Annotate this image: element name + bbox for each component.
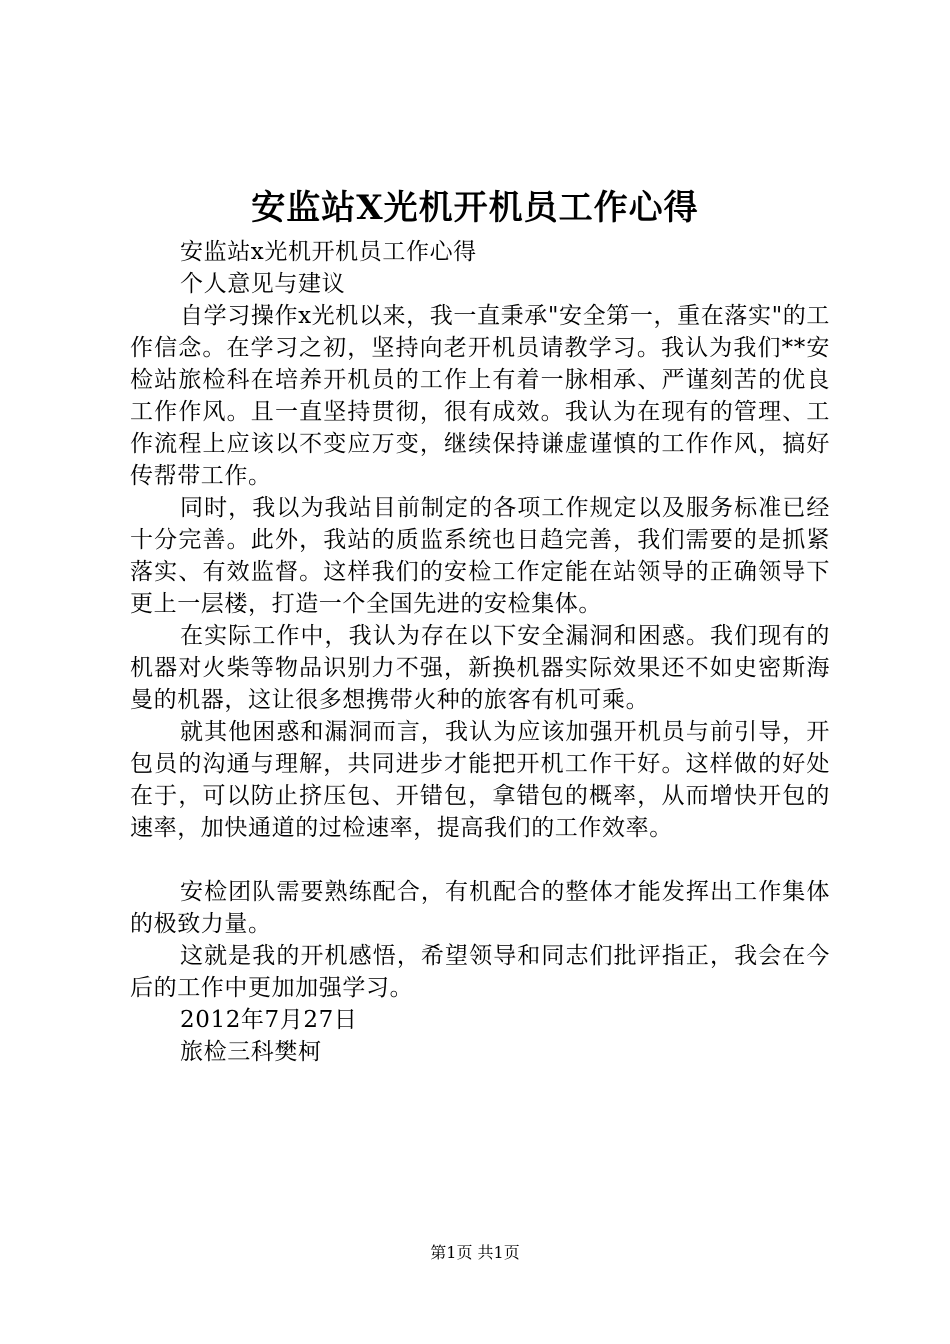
paragraph-issues: 在实际工作中，我认为存在以下安全漏洞和困惑。我们现有的机器对火柴等物品识别力不强，新换机器实际效果还不如史密斯海曼的机器，这让很多想携带火种的旅客有机可乘。 [130,623,830,713]
paragraph-closing: 这就是我的开机感悟，希望领导和同志们批评指正，我会在今后的工作中更加加强学习。 [130,943,830,1001]
subtitle-line: 安监站x光机开机员工作心得 [180,239,477,265]
paragraph-standards: 同时，我以为我站目前制定的各项工作规定以及服务标准已经十分完善。此外，我站的质监系统也日趋完善，我们需要的是抓紧落实、有效监督。这样我们的安检工作定能在站领导的正确领导下更上一层楼，打造一个全国先进的安检集体。 [130,495,830,617]
paragraph-suggestions: 就其他困惑和漏洞而言，我认为应该加强开机员与前引导，开包员的沟通与理解，共同进步才能把开机工作干好。这样做的好处在于，可以防止挤压包、开错包，拿错包的概率，从而增快开包的速率，加快通道的过检速率，提高我们的工作效率。 [130,719,830,841]
document-signature: 旅检三科樊柯 [180,1039,322,1065]
section-heading: 个人意见与建议 [180,271,346,297]
page-footer: 第1页 共1页 [430,1243,520,1262]
paragraph-teamwork: 安检团队需要熟练配合，有机配合的整体才能发挥出工作集体的极致力量。 [130,879,830,937]
document-date: 2012年7月27日 [180,1007,358,1033]
document-title: 安监站X光机开机员工作心得 [251,188,699,228]
document-body [130,236,830,1068]
paragraph-intro: 自学习操作x光机以来，我一直秉承"安全第一，重在落实"的工作信念。在学习之初，坚持向老开机员请教学习。我认为我们**安检站旅检科在培养开机员的工作上有着一脉相承、严谨刻苦的优良工作作风。且一直坚持贯彻，很有成效。我认为在现有的管理、工作流程上应该以不变应万变，继续保持谦虚谨慎的工作作风，搞好传帮带工作。 [130,303,830,489]
